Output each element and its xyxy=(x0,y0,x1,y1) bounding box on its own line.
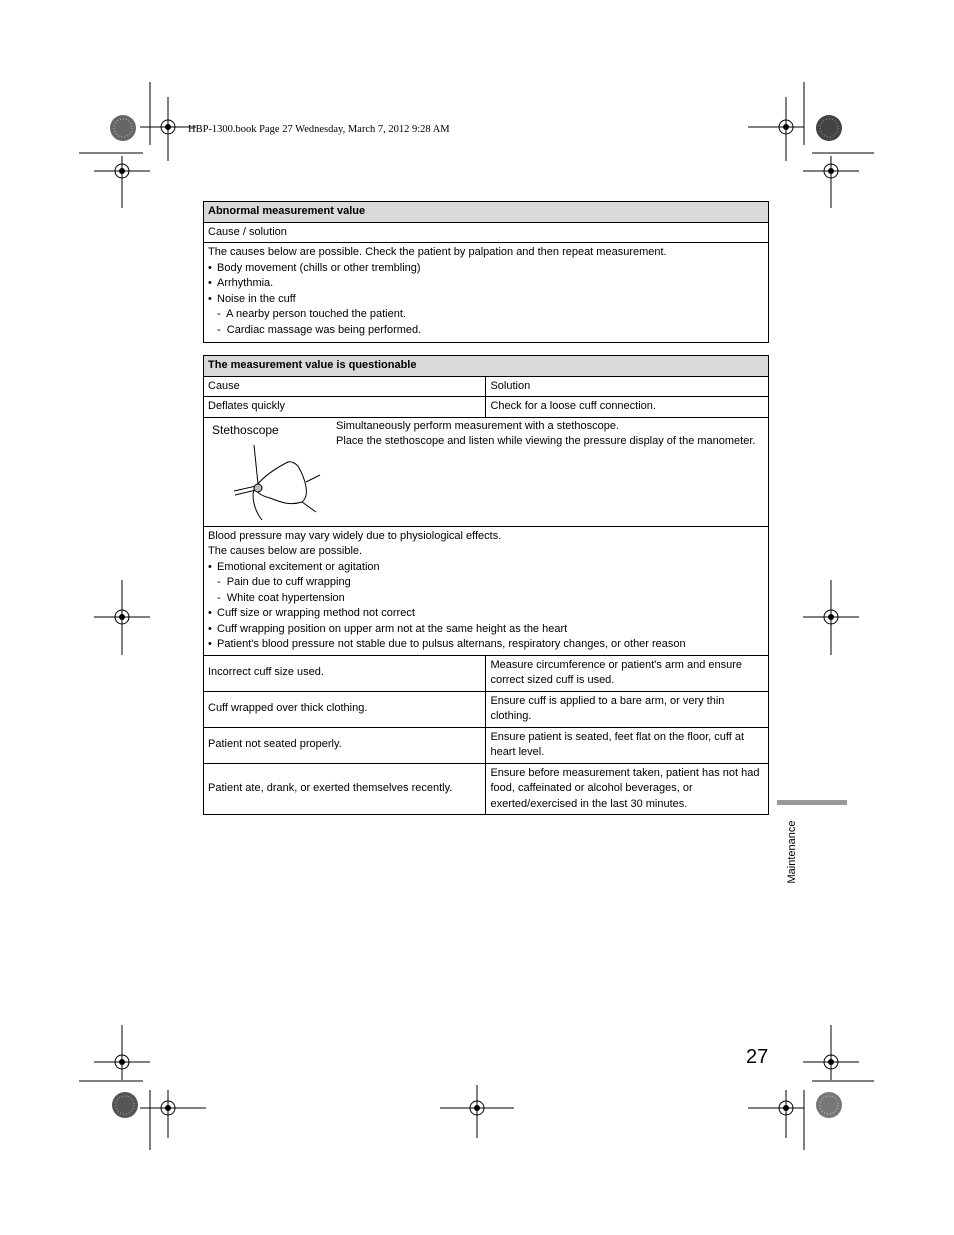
table-row xyxy=(204,397,769,418)
list-item: • Patient's blood pressure not stable due to pulsus alternans, respiratory changes, or other reason xyxy=(208,637,764,653)
section-tab-text: Maintenance xyxy=(786,820,798,884)
causes-list xyxy=(208,560,764,576)
table-row xyxy=(204,727,769,763)
column-header-cause: Cause xyxy=(204,376,486,397)
solution-cell: Ensure patient is seated, feet flat on the floor, cuff at heart level. xyxy=(486,727,769,763)
cause-cell: Patient ate, drank, or exerted themselves recently. xyxy=(204,763,486,815)
list-item: • Body movement (chills or other trembling) xyxy=(208,261,764,277)
causes-cell xyxy=(204,243,769,343)
agitation-sub-list xyxy=(208,575,764,606)
section-tab-label xyxy=(783,812,801,892)
list-item: - White coat hypertension xyxy=(217,591,764,607)
list-item: • Emotional excitement or agitation xyxy=(208,560,764,576)
causes-list xyxy=(208,606,764,653)
solution-cell: Ensure cuff is applied to a bare arm, or very thin clothing. xyxy=(486,691,769,727)
list-item: - Cardiac massage was being performed. xyxy=(217,323,764,339)
abnormal-measurement-table xyxy=(203,201,769,343)
list-item: - A nearby person touched the patient. xyxy=(217,307,764,323)
list-item: • Cuff size or wrapping method not correct xyxy=(208,606,764,622)
table-subheader: Cause / solution xyxy=(204,222,769,243)
table-row xyxy=(204,691,769,727)
column-header-solution: Solution xyxy=(486,376,769,397)
list-item: • Noise in the cuff xyxy=(208,292,764,308)
solution-cell: Measure circumference or patient's arm and ensure correct sized cuff is used. xyxy=(486,655,769,691)
section-tab-bar xyxy=(777,800,847,805)
causes-list xyxy=(208,261,764,308)
questionable-value-table xyxy=(203,355,769,815)
table-row xyxy=(204,763,769,815)
cause-cell: Patient not seated properly. xyxy=(204,727,486,763)
stethoscope-cell xyxy=(204,417,769,526)
list-item: • Cuff wrapping position on upper arm not at the same height as the heart xyxy=(208,622,764,638)
causes-intro: The causes below are possible. xyxy=(208,545,363,557)
cause-cell: Cuff wrapped over thick clothing. xyxy=(204,691,486,727)
cause-cell: Deflates quickly xyxy=(204,397,486,418)
table-row xyxy=(204,655,769,691)
causes-intro: Blood pressure may vary widely due to physiological effects. xyxy=(208,529,502,542)
list-item: • Arrhythmia. xyxy=(208,276,764,292)
table-title: Abnormal measurement value xyxy=(204,202,769,223)
book-header-line: HBP-1300.book Page 27 Wednesday, March 7, 2012 9:28 AM xyxy=(188,124,450,135)
page-number: 27 xyxy=(746,1046,769,1068)
solution-cell: Ensure before measurement taken, patient has not had food, caffeinated or alcohol beverages, or exerted/exercised in the last 30 minutes. xyxy=(486,763,769,815)
stethoscope-instructions xyxy=(336,419,756,450)
causes-intro: The causes below are possible. Check the patient by palpation and then repeat measurement. xyxy=(208,246,667,258)
list-item: - Pain due to cuff wrapping xyxy=(217,575,764,591)
table-title: The measurement value is questionable xyxy=(204,356,769,377)
instruction-line: Simultaneously perform measurement with a stethoscope. xyxy=(336,419,620,432)
stethoscope-illustration xyxy=(232,440,324,522)
physiological-causes-cell xyxy=(204,526,769,655)
noise-sub-list xyxy=(208,307,764,338)
solution-cell: Check for a loose cuff connection. xyxy=(486,397,769,418)
instruction-line: Place the stethoscope and listen while viewing the pressure display of the manometer. xyxy=(336,435,756,447)
stethoscope-label: Stethoscope xyxy=(212,422,279,437)
cause-cell: Incorrect cuff size used. xyxy=(204,655,486,691)
